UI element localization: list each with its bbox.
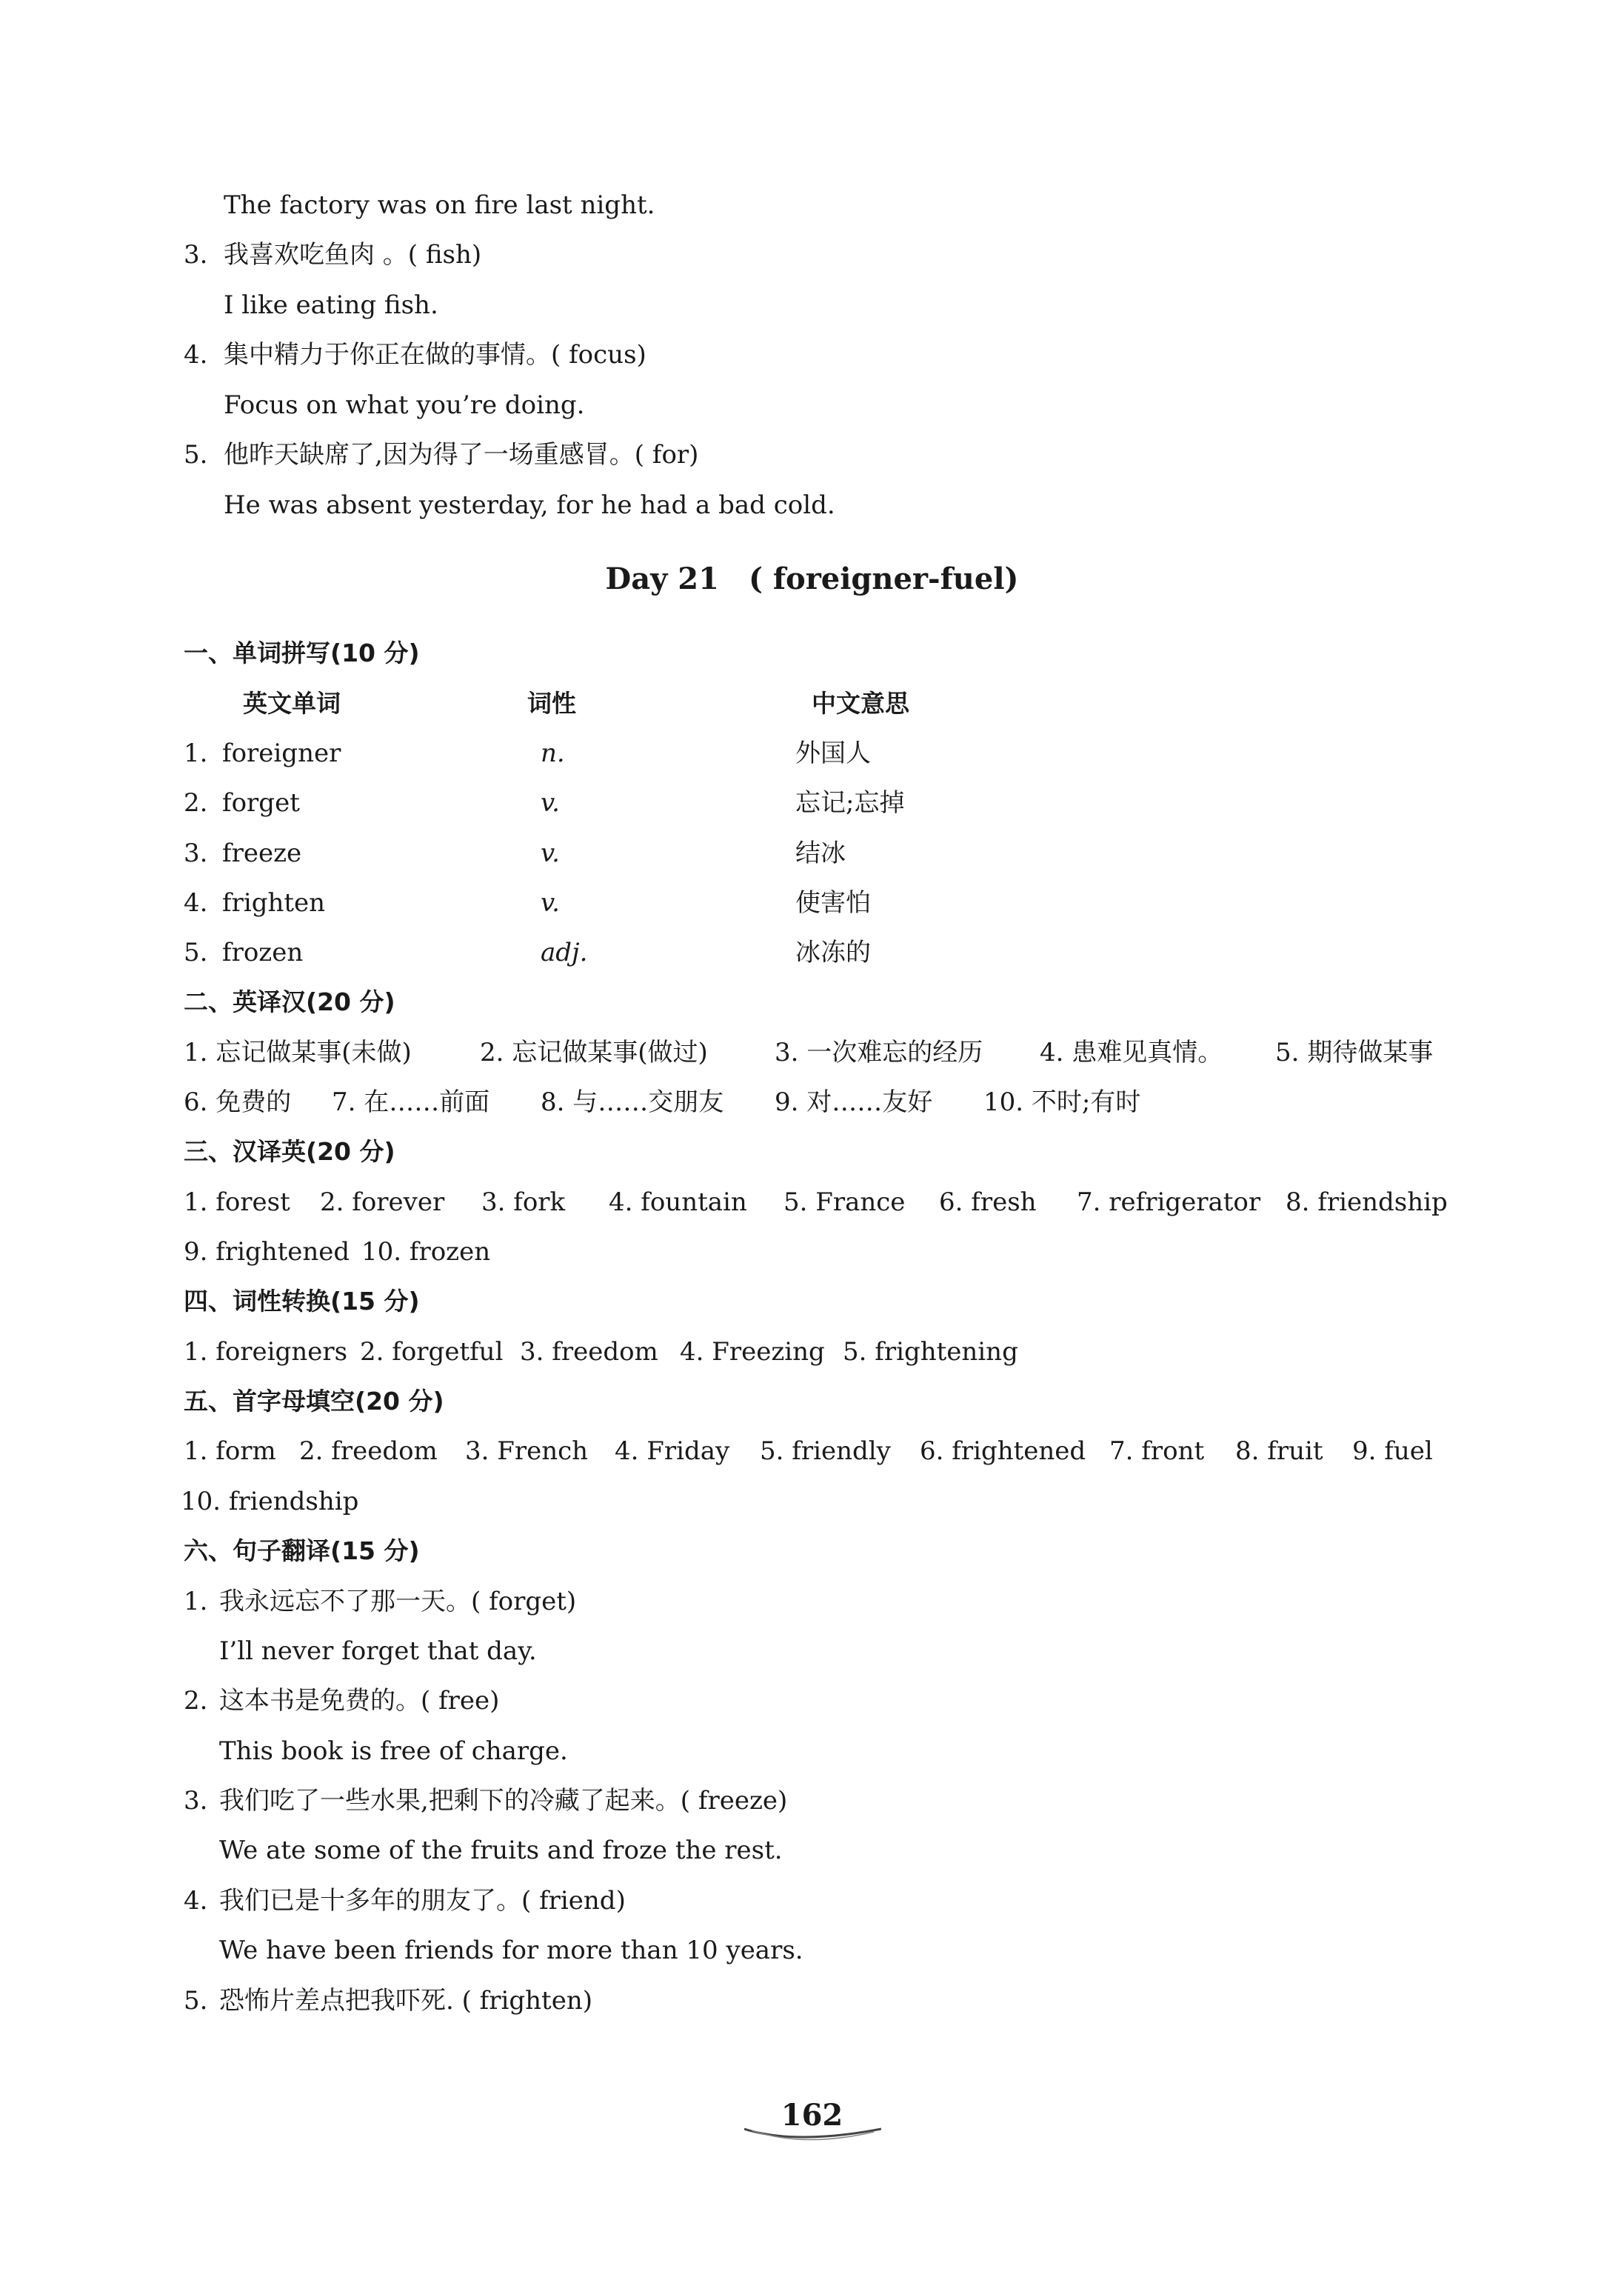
answer-item: 3. freedom: [520, 1337, 658, 1367]
vocab-meaning: 忘记;忘掉: [795, 788, 905, 818]
section-heading: 四、词性转换(15 分): [184, 1287, 420, 1316]
vocab-word: forget: [222, 788, 300, 818]
answer-english: He was absent yesterday, for he had a bad cold.: [224, 490, 835, 520]
vocab-word: frozen: [222, 938, 304, 967]
answer-item: 9. 对……友好: [775, 1087, 933, 1117]
answer-item: 9. fuel: [1352, 1436, 1433, 1466]
vocab-pos: v.: [541, 788, 560, 818]
answer-item: 5. 期待做某事: [1275, 1038, 1434, 1067]
answer-item: 3. fork: [481, 1187, 566, 1217]
question-number: 5.: [184, 1986, 208, 2016]
question-number: 3.: [184, 1786, 208, 1816]
answer-item: 7. 在……前面: [332, 1087, 490, 1117]
answer-english: The factory was on fire last night.: [224, 190, 655, 220]
vocab-meaning: 外国人: [795, 739, 871, 768]
answer-item: 5. frightening: [843, 1337, 1018, 1367]
vocab-word: frighten: [222, 888, 326, 918]
answer-item: 8. fruit: [1235, 1436, 1323, 1466]
vocab-meaning: 使害怕: [795, 888, 871, 918]
answer-item: 3. 一次难忘的经历: [775, 1038, 983, 1067]
question-chinese: 他昨天缺席了,因为得了一场重感冒。( for): [224, 440, 699, 470]
question-chinese: 我们吃了一些水果,把剩下的冷藏了起来。( freeze): [219, 1786, 788, 1816]
page-number-ornament-icon: [744, 2126, 881, 2148]
vocab-word: foreigner: [222, 739, 341, 768]
question-chinese: 恐怖片差点把我吓死. ( frighten): [219, 1986, 593, 2016]
answer-item: 5. France: [783, 1187, 906, 1217]
answer-item: 4. Freezing: [680, 1337, 825, 1367]
vocab-meaning: 冰冻的: [795, 938, 871, 967]
answer-english: I’ll never forget that day.: [219, 1636, 537, 1666]
question-number: 3.: [184, 240, 208, 270]
answer-item: 7. front: [1109, 1436, 1205, 1466]
question-chinese: 我喜欢吃鱼肉 。( fish): [224, 240, 482, 270]
question-number: 1.: [184, 1587, 208, 1616]
vocab-pos: v.: [541, 839, 560, 868]
answer-english: We have been friends for more than 10 years.: [219, 1936, 803, 1965]
section-heading: 三、汉译英(20 分): [184, 1137, 395, 1166]
answer-item: 2. freedom: [299, 1436, 438, 1466]
question-chinese: 我永远忘不了那一天。( forget): [219, 1587, 577, 1616]
column-header-pos: 词性: [527, 689, 576, 718]
question-chinese: 集中精力于你正在做的事情。( focus): [224, 340, 646, 370]
answer-item: 5. friendly: [760, 1436, 891, 1466]
answer-item: 10. 不时;有时: [983, 1087, 1141, 1117]
answer-item: 7. refrigerator: [1077, 1187, 1261, 1217]
answer-english: Focus on what you’re doing.: [224, 390, 585, 420]
question-number: 5.: [184, 440, 208, 470]
question-number: 4.: [184, 1886, 208, 1916]
vocab-pos: adj.: [541, 938, 588, 967]
answer-item: 1. forest: [184, 1187, 290, 1217]
row-number: 5.: [184, 938, 208, 967]
answer-english: We ate some of the fruits and froze the rest.: [219, 1836, 783, 1865]
answer-item: 3. French: [465, 1436, 589, 1466]
vocab-word: freeze: [222, 839, 302, 868]
answer-item: 8. friendship: [1286, 1187, 1448, 1217]
answer-item: 6. frightened: [920, 1436, 1086, 1466]
answer-item: 2. forever: [320, 1187, 445, 1217]
answer-english: I like eating fish.: [224, 290, 438, 320]
answer-item: 8. 与……交朋友: [541, 1087, 724, 1117]
question-chinese: 这本书是免费的。( free): [219, 1686, 500, 1716]
answer-item: 4. fountain: [609, 1187, 747, 1217]
section-heading: 二、英译汉(20 分): [184, 987, 395, 1016]
answer-item: 1. foreigners: [184, 1337, 348, 1367]
question-number: 2.: [184, 1686, 208, 1716]
answer-item: 10. frozen: [361, 1237, 491, 1267]
answer-item: 1. form: [184, 1436, 276, 1466]
answer-item: 9. frightened: [184, 1237, 350, 1267]
answer-item: 1. 忘记做某事(未做): [184, 1038, 412, 1067]
vocab-pos: v.: [541, 888, 560, 918]
row-number: 4.: [184, 888, 208, 918]
page-number: 162: [781, 2098, 843, 2133]
answer-item: 2. 忘记做某事(做过): [480, 1038, 708, 1067]
answer-item: 4. 患难见真情。: [1040, 1038, 1223, 1067]
answer-item: 6. 免费的: [184, 1087, 292, 1117]
question-chinese: 我们已是十多年的朋友了。( friend): [219, 1886, 626, 1916]
section-heading: 六、句子翻译(15 分): [184, 1536, 420, 1565]
answer-item: 10. friendship: [181, 1487, 359, 1516]
question-number: 4.: [184, 340, 208, 370]
answer-english: This book is free of charge.: [219, 1736, 568, 1766]
row-number: 1.: [184, 739, 208, 768]
row-number: 3.: [184, 839, 208, 868]
vocab-meaning: 结冰: [795, 839, 846, 868]
answer-item: 2. forgetful: [360, 1337, 504, 1367]
day-title: Day 21 ( foreigner-fuel): [605, 561, 1019, 596]
column-header-meaning: 中文意思: [812, 689, 909, 718]
row-number: 2.: [184, 788, 208, 818]
answer-item: 4. Friday: [615, 1436, 730, 1466]
section-heading: 五、首字母填空(20 分): [184, 1387, 444, 1416]
answer-item: 6. fresh: [939, 1187, 1037, 1217]
vocab-pos: n.: [541, 739, 565, 768]
section-heading: 一、单词拼写(10 分): [184, 639, 420, 667]
column-header-word: 英文单词: [243, 689, 341, 718]
